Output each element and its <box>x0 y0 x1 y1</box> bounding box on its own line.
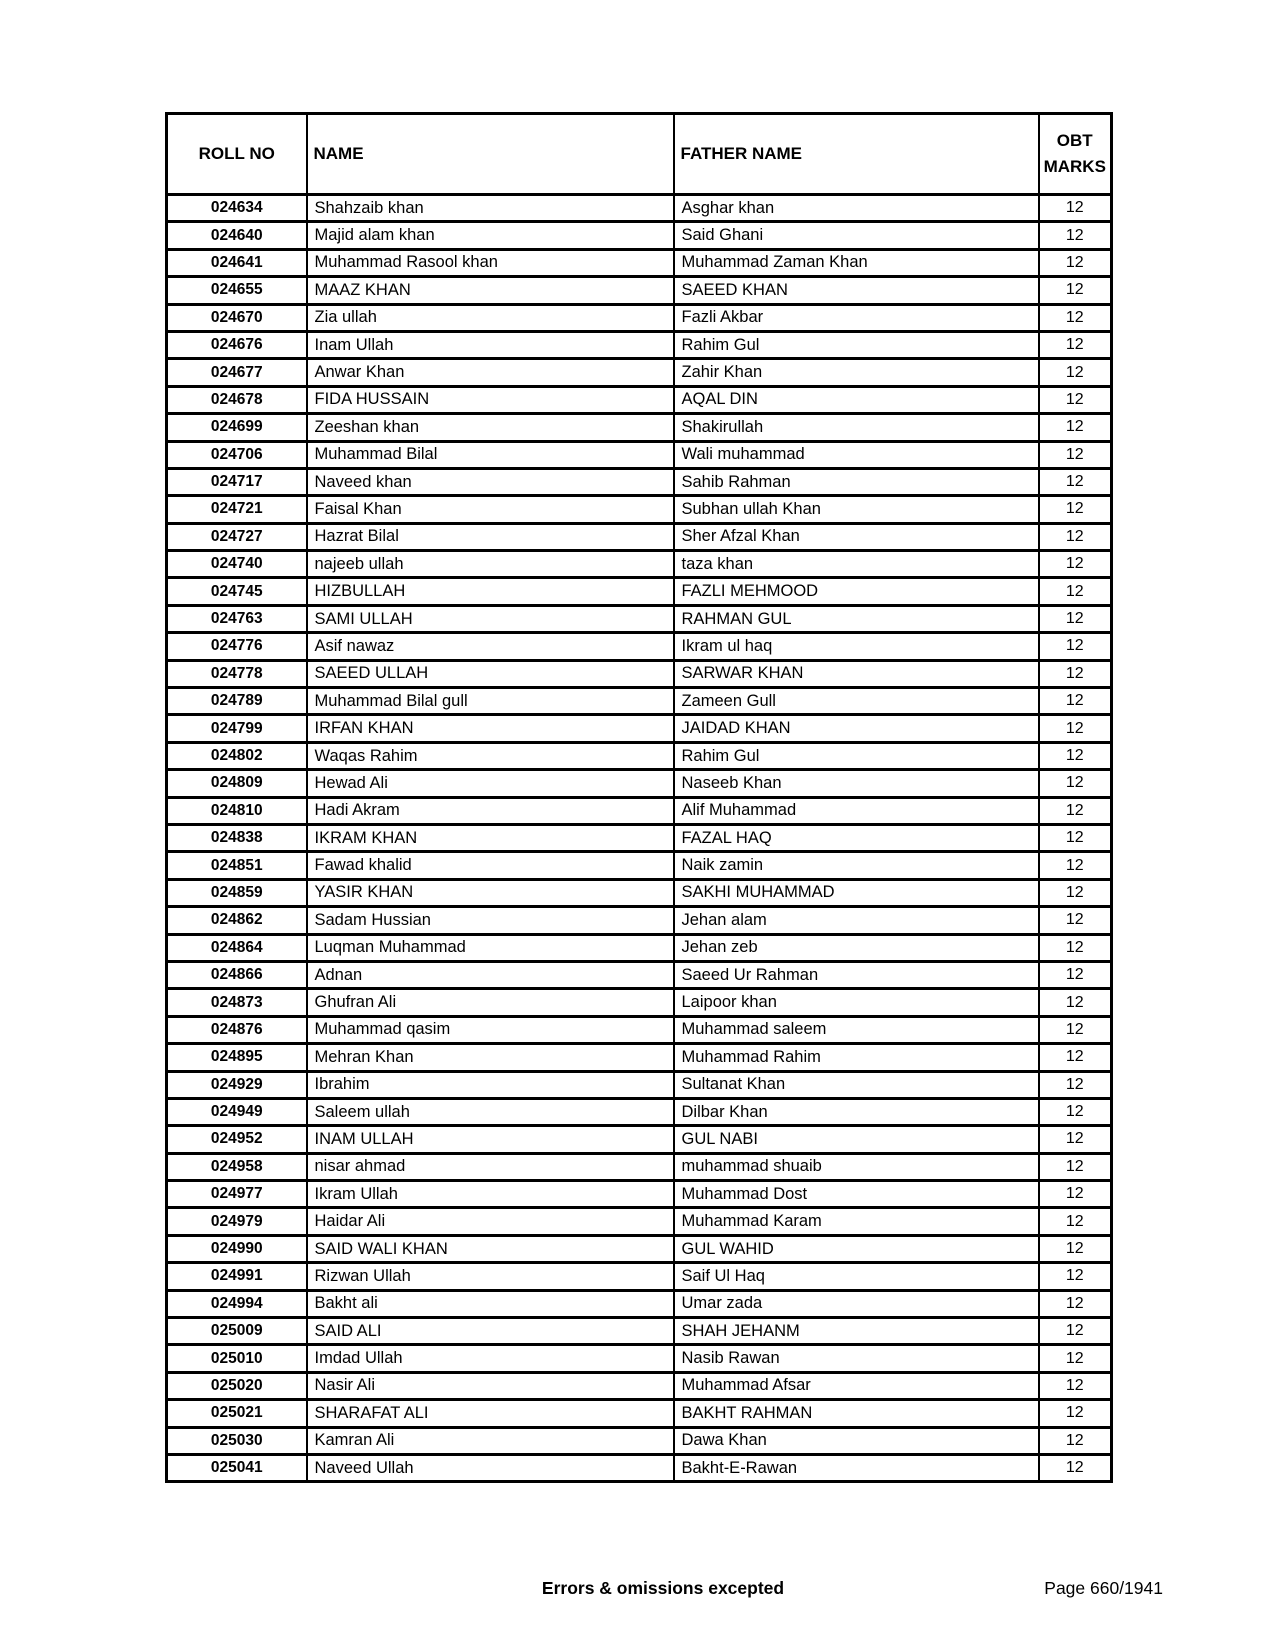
marks-cell: 12 <box>1039 441 1112 468</box>
name-cell: FIDA HUSSAIN <box>307 386 674 413</box>
table-row <box>167 824 1112 851</box>
marks-cell: 12 <box>1039 1235 1112 1262</box>
father-name-cell: Saeed Ur Rahman <box>674 961 1039 988</box>
father-name-cell: BAKHT RAHMAN <box>674 1400 1039 1427</box>
table-row <box>167 989 1112 1016</box>
name-cell: Hazrat Bilal <box>307 523 674 550</box>
marks-cell: 12 <box>1039 1208 1112 1235</box>
father-name-cell: JAIDAD KHAN <box>674 715 1039 742</box>
marks-cell: 12 <box>1039 879 1112 906</box>
table-row <box>167 1044 1112 1071</box>
marks-cell: 12 <box>1039 1016 1112 1043</box>
roll-no-cell: 024740 <box>167 551 307 578</box>
marks-cell: 12 <box>1039 468 1112 495</box>
roll-no-cell: 024990 <box>167 1235 307 1262</box>
name-cell: Imdad Ullah <box>307 1345 674 1372</box>
marks-table <box>165 112 1113 1483</box>
roll-no-cell: 025030 <box>167 1427 307 1454</box>
father-name-cell: Shakirullah <box>674 414 1039 441</box>
father-name-cell: Ikram ul haq <box>674 633 1039 660</box>
table-row <box>167 359 1112 386</box>
father-name-cell: FAZAL HAQ <box>674 824 1039 851</box>
table-row <box>167 1427 1112 1454</box>
roll-no-cell: 024991 <box>167 1263 307 1290</box>
name-cell: Fawad khalid <box>307 852 674 879</box>
table-row <box>167 331 1112 358</box>
father-name-cell: Muhammad Dost <box>674 1181 1039 1208</box>
name-cell: HIZBULLAH <box>307 578 674 605</box>
name-cell: INAM ULLAH <box>307 1126 674 1153</box>
name-cell: Ikram Ullah <box>307 1181 674 1208</box>
marks-cell: 12 <box>1039 414 1112 441</box>
marks-cell: 12 <box>1039 1098 1112 1125</box>
roll-no-cell: 024721 <box>167 496 307 523</box>
roll-no-cell: 024859 <box>167 879 307 906</box>
table-row <box>167 633 1112 660</box>
father-name-cell: Muhammad Afsar <box>674 1372 1039 1399</box>
col-header-father-name: FATHER NAME <box>674 114 1039 195</box>
table-row <box>167 1153 1112 1180</box>
table-row <box>167 688 1112 715</box>
marks-cell: 12 <box>1039 277 1112 304</box>
roll-no-cell: 024640 <box>167 222 307 249</box>
father-name-cell: SAEED KHAN <box>674 277 1039 304</box>
marks-cell: 12 <box>1039 1400 1112 1427</box>
roll-no-cell: 025020 <box>167 1372 307 1399</box>
father-name-cell: SAKHI MUHAMMAD <box>674 879 1039 906</box>
marks-cell: 12 <box>1039 797 1112 824</box>
name-cell: Zeeshan khan <box>307 414 674 441</box>
table-row <box>167 1318 1112 1345</box>
marks-cell: 12 <box>1039 1345 1112 1372</box>
marks-cell: 12 <box>1039 551 1112 578</box>
table-row <box>167 1126 1112 1153</box>
name-cell: najeeb ullah <box>307 551 674 578</box>
father-name-cell: Dilbar Khan <box>674 1098 1039 1125</box>
footer-page-number: Page 660/1941 <box>1044 1578 1163 1598</box>
name-cell: Anwar Khan <box>307 359 674 386</box>
marks-cell: 12 <box>1039 496 1112 523</box>
father-name-cell: Subhan ullah Khan <box>674 496 1039 523</box>
name-cell: Naveed khan <box>307 468 674 495</box>
table-row <box>167 1098 1112 1125</box>
father-name-cell: Fazli Akbar <box>674 304 1039 331</box>
marks-cell: 12 <box>1039 1290 1112 1317</box>
name-cell: Ibrahim <box>307 1071 674 1098</box>
roll-no-cell: 024994 <box>167 1290 307 1317</box>
roll-no-cell: 024677 <box>167 359 307 386</box>
roll-no-cell: 024979 <box>167 1208 307 1235</box>
marks-cell: 12 <box>1039 1181 1112 1208</box>
father-name-cell: AQAL DIN <box>674 386 1039 413</box>
table-row <box>167 304 1112 331</box>
roll-no-cell: 024634 <box>167 195 307 222</box>
marks-cell: 12 <box>1039 824 1112 851</box>
table-row <box>167 1071 1112 1098</box>
roll-no-cell: 024838 <box>167 824 307 851</box>
table-row <box>167 1454 1112 1481</box>
father-name-cell: Muhammad Rahim <box>674 1044 1039 1071</box>
father-name-cell: Rahim Gul <box>674 331 1039 358</box>
father-name-cell: Jehan zeb <box>674 934 1039 961</box>
father-name-cell: Umar zada <box>674 1290 1039 1317</box>
name-cell: Asif nawaz <box>307 633 674 660</box>
roll-no-cell: 024866 <box>167 961 307 988</box>
father-name-cell: Alif Muhammad <box>674 797 1039 824</box>
table-row <box>167 1372 1112 1399</box>
roll-no-cell: 024727 <box>167 523 307 550</box>
roll-no-cell: 024776 <box>167 633 307 660</box>
father-name-cell: Jehan alam <box>674 907 1039 934</box>
father-name-cell: taza khan <box>674 551 1039 578</box>
roll-no-cell: 024810 <box>167 797 307 824</box>
table-row <box>167 1016 1112 1043</box>
name-cell: Majid alam khan <box>307 222 674 249</box>
father-name-cell: Muhammad Zaman Khan <box>674 249 1039 276</box>
header-row <box>167 114 1112 195</box>
roll-no-cell: 024851 <box>167 852 307 879</box>
marks-cell: 12 <box>1039 1126 1112 1153</box>
name-cell: Sadam Hussian <box>307 907 674 934</box>
name-cell: IRFAN KHAN <box>307 715 674 742</box>
roll-no-cell: 024873 <box>167 989 307 1016</box>
table-row <box>167 249 1112 276</box>
table-row <box>167 468 1112 495</box>
name-cell: Rizwan Ullah <box>307 1263 674 1290</box>
table-row <box>167 770 1112 797</box>
marks-cell: 12 <box>1039 605 1112 632</box>
father-name-cell: Zameen Gull <box>674 688 1039 715</box>
roll-no-cell: 024641 <box>167 249 307 276</box>
marks-cell: 12 <box>1039 359 1112 386</box>
name-cell: MAAZ KHAN <box>307 277 674 304</box>
table-row <box>167 222 1112 249</box>
name-cell: Naveed Ullah <box>307 1454 674 1481</box>
roll-no-cell: 024895 <box>167 1044 307 1071</box>
roll-no-cell: 024977 <box>167 1181 307 1208</box>
roll-no-cell: 024789 <box>167 688 307 715</box>
marks-cell: 12 <box>1039 770 1112 797</box>
marks-cell: 12 <box>1039 331 1112 358</box>
name-cell: Ghufran Ali <box>307 989 674 1016</box>
marks-cell: 12 <box>1039 660 1112 687</box>
father-name-cell: FAZLI MEHMOOD <box>674 578 1039 605</box>
name-cell: Hewad Ali <box>307 770 674 797</box>
name-cell: Muhammad Bilal gull <box>307 688 674 715</box>
marks-cell: 12 <box>1039 1071 1112 1098</box>
father-name-cell: Bakht-E-Rawan <box>674 1454 1039 1481</box>
name-cell: Mehran Khan <box>307 1044 674 1071</box>
roll-no-cell: 024699 <box>167 414 307 441</box>
marks-cell: 12 <box>1039 1263 1112 1290</box>
roll-no-cell: 024717 <box>167 468 307 495</box>
name-cell: Luqman Muhammad <box>307 934 674 961</box>
name-cell: Shahzaib khan <box>307 195 674 222</box>
father-name-cell: Asghar khan <box>674 195 1039 222</box>
table-row <box>167 195 1112 222</box>
name-cell: Muhammad Bilal <box>307 441 674 468</box>
roll-no-cell: 024809 <box>167 770 307 797</box>
table-row <box>167 578 1112 605</box>
table-row <box>167 1235 1112 1262</box>
table-row <box>167 961 1112 988</box>
marks-cell: 12 <box>1039 907 1112 934</box>
father-name-cell: Sher Afzal Khan <box>674 523 1039 550</box>
marks-cell: 12 <box>1039 1427 1112 1454</box>
father-name-cell: Zahir Khan <box>674 359 1039 386</box>
roll-no-cell: 024706 <box>167 441 307 468</box>
table-row <box>167 797 1112 824</box>
name-cell: Kamran Ali <box>307 1427 674 1454</box>
table-row <box>167 852 1112 879</box>
roll-no-cell: 024676 <box>167 331 307 358</box>
father-name-cell: GUL NABI <box>674 1126 1039 1153</box>
name-cell: Zia ullah <box>307 304 674 331</box>
marks-cell: 12 <box>1039 715 1112 742</box>
roll-no-cell: 025021 <box>167 1400 307 1427</box>
father-name-cell: Laipoor khan <box>674 989 1039 1016</box>
roll-no-cell: 024864 <box>167 934 307 961</box>
name-cell: Muhammad qasim <box>307 1016 674 1043</box>
father-name-cell: SHAH JEHANM <box>674 1318 1039 1345</box>
marks-cell: 12 <box>1039 249 1112 276</box>
father-name-cell: Sahib Rahman <box>674 468 1039 495</box>
table-row <box>167 1263 1112 1290</box>
table-row <box>167 1400 1112 1427</box>
father-name-cell: Muhammad Karam <box>674 1208 1039 1235</box>
roll-no-cell: 025041 <box>167 1454 307 1481</box>
name-cell: SAID ALI <box>307 1318 674 1345</box>
father-name-cell: Muhammad saleem <box>674 1016 1039 1043</box>
col-header-name: NAME <box>307 114 674 195</box>
roll-no-cell: 024678 <box>167 386 307 413</box>
name-cell: Faisal Khan <box>307 496 674 523</box>
marks-cell: 12 <box>1039 1318 1112 1345</box>
marks-cell: 12 <box>1039 304 1112 331</box>
name-cell: Waqas Rahim <box>307 742 674 769</box>
marks-cell: 12 <box>1039 523 1112 550</box>
roll-no-cell: 025009 <box>167 1318 307 1345</box>
marks-cell: 12 <box>1039 1044 1112 1071</box>
father-name-cell: GUL WAHID <box>674 1235 1039 1262</box>
table-row <box>167 1181 1112 1208</box>
roll-no-cell: 024763 <box>167 605 307 632</box>
marks-cell: 12 <box>1039 195 1112 222</box>
table-row <box>167 414 1112 441</box>
table-row <box>167 907 1112 934</box>
table-row <box>167 660 1112 687</box>
name-cell: Adnan <box>307 961 674 988</box>
table-row <box>167 934 1112 961</box>
table-row <box>167 441 1112 468</box>
marks-cell: 12 <box>1039 961 1112 988</box>
father-name-cell: Sultanat Khan <box>674 1071 1039 1098</box>
father-name-cell: Naseeb Khan <box>674 770 1039 797</box>
name-cell: SAEED ULLAH <box>307 660 674 687</box>
name-cell: SHARAFAT ALI <box>307 1400 674 1427</box>
name-cell: SAID WALI KHAN <box>307 1235 674 1262</box>
name-cell: SAMI ULLAH <box>307 605 674 632</box>
father-name-cell: Dawa Khan <box>674 1427 1039 1454</box>
roll-no-cell: 024862 <box>167 907 307 934</box>
roll-no-cell: 024655 <box>167 277 307 304</box>
roll-no-cell: 024670 <box>167 304 307 331</box>
marks-cell: 12 <box>1039 1153 1112 1180</box>
father-name-cell: Saif Ul Haq <box>674 1263 1039 1290</box>
marks-cell: 12 <box>1039 1372 1112 1399</box>
marks-cell: 12 <box>1039 934 1112 961</box>
marks-cell: 12 <box>1039 989 1112 1016</box>
name-cell: Saleem ullah <box>307 1098 674 1125</box>
roll-no-cell: 024949 <box>167 1098 307 1125</box>
father-name-cell: Nasib Rawan <box>674 1345 1039 1372</box>
name-cell: Inam Ullah <box>307 331 674 358</box>
marks-cell: 12 <box>1039 633 1112 660</box>
table-row <box>167 1208 1112 1235</box>
marks-cell: 12 <box>1039 688 1112 715</box>
roll-no-cell: 024745 <box>167 578 307 605</box>
table-row <box>167 1345 1112 1372</box>
father-name-cell: SARWAR KHAN <box>674 660 1039 687</box>
roll-no-cell: 024802 <box>167 742 307 769</box>
table-row <box>167 523 1112 550</box>
father-name-cell: muhammad shuaib <box>674 1153 1039 1180</box>
father-name-cell: Said Ghani <box>674 222 1039 249</box>
marks-cell: 12 <box>1039 1454 1112 1481</box>
marks-cell: 12 <box>1039 578 1112 605</box>
name-cell: nisar ahmad <box>307 1153 674 1180</box>
name-cell: Nasir Ali <box>307 1372 674 1399</box>
marks-cell: 12 <box>1039 742 1112 769</box>
table-row <box>167 551 1112 578</box>
table-row <box>167 386 1112 413</box>
roll-no-cell: 025010 <box>167 1345 307 1372</box>
table-row <box>167 879 1112 906</box>
table-row <box>167 715 1112 742</box>
father-name-cell: Wali muhammad <box>674 441 1039 468</box>
father-name-cell: Naik zamin <box>674 852 1039 879</box>
roll-no-cell: 024876 <box>167 1016 307 1043</box>
col-header-roll-no: ROLL NO <box>167 114 307 195</box>
father-name-cell: Rahim Gul <box>674 742 1039 769</box>
name-cell: Haidar Ali <box>307 1208 674 1235</box>
name-cell: Hadi Akram <box>307 797 674 824</box>
col-header-obt-marks: OBT MARKS <box>1039 114 1112 195</box>
marks-cell: 12 <box>1039 222 1112 249</box>
name-cell: IKRAM KHAN <box>307 824 674 851</box>
name-cell: Bakht ali <box>307 1290 674 1317</box>
roll-no-cell: 024778 <box>167 660 307 687</box>
roll-no-cell: 024958 <box>167 1153 307 1180</box>
roll-no-cell: 024929 <box>167 1071 307 1098</box>
table-row <box>167 1290 1112 1317</box>
marks-cell: 12 <box>1039 386 1112 413</box>
table-row <box>167 742 1112 769</box>
footer-note: Errors & omissions excepted <box>541 1578 785 1598</box>
table-row <box>167 277 1112 304</box>
roll-no-cell: 024952 <box>167 1126 307 1153</box>
marks-cell: 12 <box>1039 852 1112 879</box>
name-cell: YASIR KHAN <box>307 879 674 906</box>
name-cell: Muhammad Rasool khan <box>307 249 674 276</box>
table-row <box>167 496 1112 523</box>
roll-no-cell: 024799 <box>167 715 307 742</box>
table-row <box>167 605 1112 632</box>
father-name-cell: RAHMAN GUL <box>674 605 1039 632</box>
